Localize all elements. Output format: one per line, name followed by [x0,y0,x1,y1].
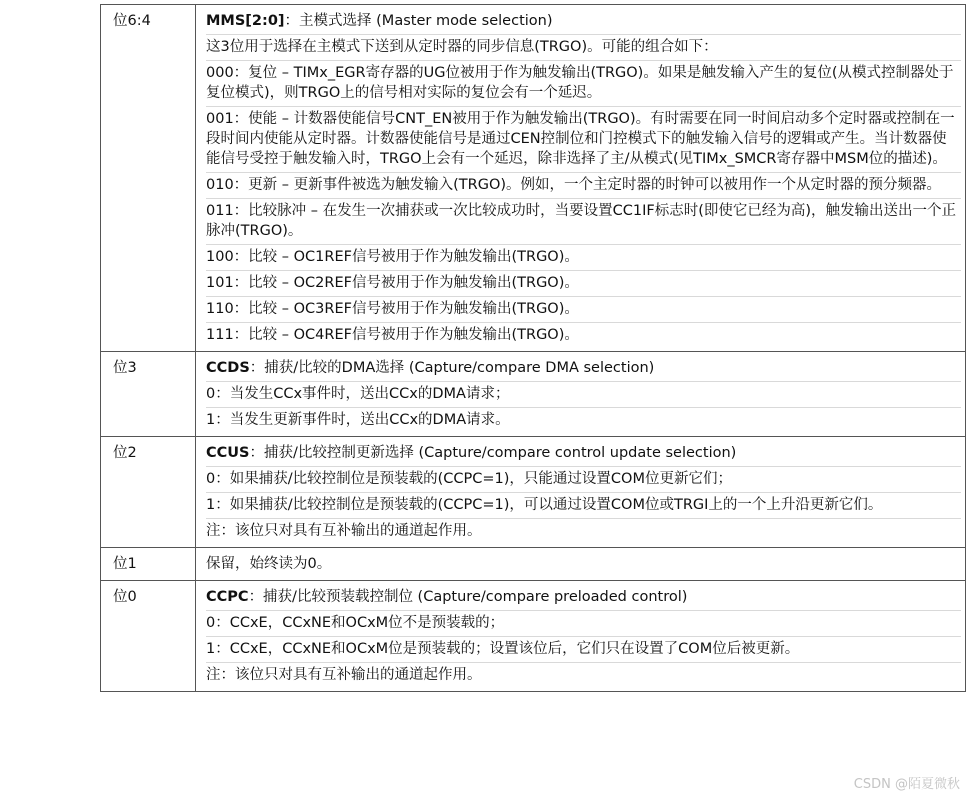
field-name: CCPC [206,589,249,605]
description-paragraph: 110：比较 – OC3REF信号被用于作为触发输出(TRGO)。 [206,297,961,323]
field-name: MMS[2:0] [206,13,285,29]
bit-description [196,581,966,692]
description-paragraph: 1：CCxE，CCxNE和OCxM位是预装载的；设置该位后，它们只在设置了COM位后被更新。 [206,637,961,663]
register-bit-table [100,4,966,692]
field-heading [206,552,961,577]
bit-description [196,548,966,581]
description-paragraph: 100：比较 – OC1REF信号被用于作为触发输出(TRGO)。 [206,245,961,271]
bit-description [196,5,966,352]
description-paragraph: 111：比较 – OC4REF信号被用于作为触发输出(TRGO)。 [206,327,579,343]
table-row-bit-0 [101,581,966,692]
description-paragraph: 这3位用于选择在主模式下送到从定时器的同步信息(TRGO)。可能的组合如下： [206,35,961,61]
field-title: ：捕获/比较的DMA选择 (Capture/compare DMA selection) [249,360,655,376]
table-row-bit-1 [101,548,966,581]
table-row-bits-6-4 [101,5,966,352]
table-row-bit-2 [101,437,966,548]
description-paragraph: 011：比较脉冲 – 在发生一次捕获或一次比较成功时，当要设置CC1IF标志时(即使它已经为高)，触发输出送出一个正脉冲(TRGO)。 [206,199,961,245]
field-title: ：捕获/比较预装载控制位 (Capture/compare preloaded control) [248,589,688,605]
description-paragraph: 101：比较 – OC2REF信号被用于作为触发输出(TRGO)。 [206,271,961,297]
bit-label: 位0 [101,581,196,692]
bit-label: 位2 [101,437,196,548]
description-paragraph: 0：CCxE，CCxNE和OCxM位不是预装载的； [206,611,961,637]
field-heading [206,356,961,382]
description-paragraph: 010：更新 – 更新事件被选为触发输入(TRGO)。例如，一个主定时器的时钟可以被用作一个从定时器的预分频器。 [206,173,961,199]
bit-description [196,437,966,548]
bit-label: 位3 [101,352,196,437]
field-title: 保留，始终读为0。 [206,556,332,572]
field-title: ：主模式选择 (Master mode selection) [284,13,553,29]
description-paragraph: 注：该位只对具有互补输出的通道起作用。 [206,667,482,683]
description-paragraph: 001：使能 – 计数器使能信号CNT_EN被用于作为触发输出(TRGO)。有时需要在同一时间启动多个定时器或控制在一段时间内使能从定时器。计数器使能信号是通过CEN控制位和门控模式下的触发输入信号的逻辑或产生。当计数器使能信号受控于触发输入时，TRGO上会有一个延迟，除非选择了主/从模式(见TIMx_SMCR寄存器中MSM位的描述)。 [206,107,961,173]
description-paragraph: 1：如果捕获/比较控制位是预装载的(CCPC=1)，可以通过设置COM位或TRGI上的一个上升沿更新它们。 [206,493,961,519]
description-paragraph: 0：如果捕获/比较控制位是预装载的(CCPC=1)，只能通过设置COM位更新它们； [206,467,961,493]
description-paragraph: 注：该位只对具有互补输出的通道起作用。 [206,523,482,539]
field-heading [206,585,961,611]
field-name: CCDS [206,360,250,376]
field-name: CCUS [206,445,250,461]
watermark: CSDN @陌夏微秋 [853,777,960,792]
table-row-bit-3 [101,352,966,437]
field-heading [206,9,961,35]
bit-label: 位1 [101,548,196,581]
field-title: ：捕获/比较控制更新选择 (Capture/compare control update selection) [249,445,737,461]
description-paragraph: 1：当发生更新事件时，送出CCx的DMA请求。 [206,412,510,428]
description-paragraph: 000：复位 – TIMx_EGR寄存器的UG位被用于作为触发输出(TRGO)。如果是触发输入产生的复位(从模式控制器处于复位模式)，则TRGO上的信号相对实际的复位会有一个延迟。 [206,61,961,107]
bit-label: 位6:4 [101,5,196,352]
description-paragraph: 0：当发生CCx事件时，送出CCx的DMA请求； [206,382,961,408]
bit-description [196,352,966,437]
field-heading [206,441,961,467]
